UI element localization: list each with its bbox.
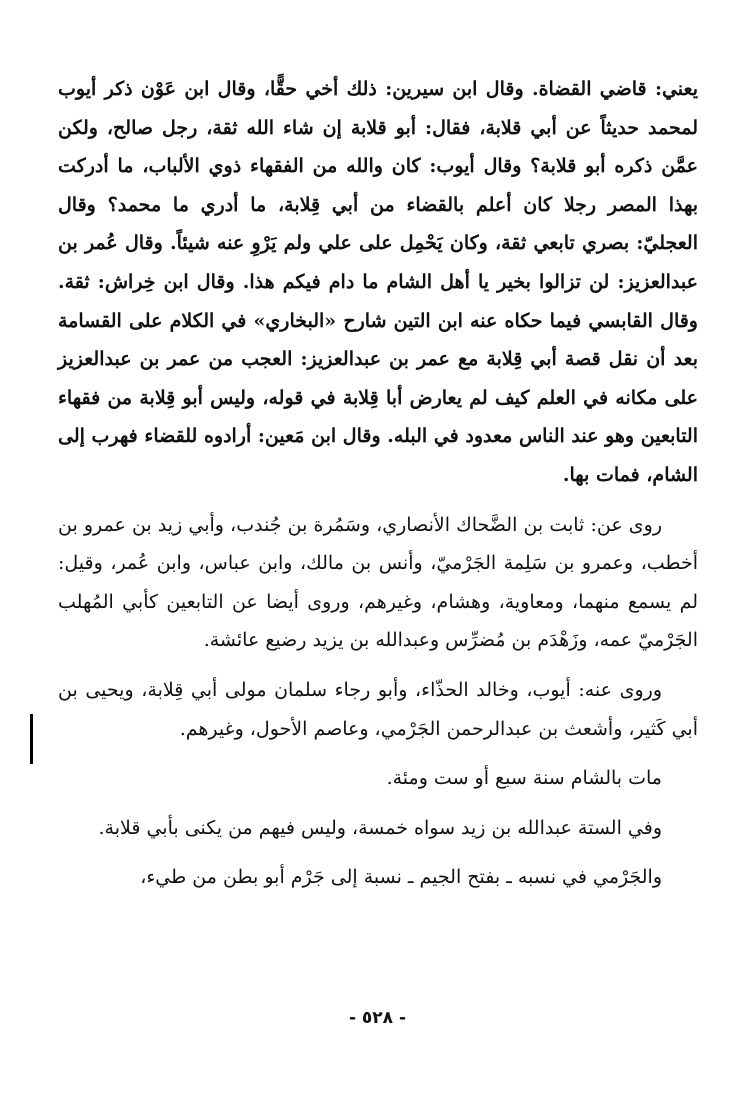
paragraph-narrated-from: روى عن: ثابت بن الضَّحاك الأنصاري، وسَمُرة بن جُندب، وأبي زيد بن عمرو بن أخطب، وعمرو بن سَلِمة الجَرْميّ، وأنس بن مالك، وابن عباس، وابن عُمر، وقيل: لم يسمع منهما، ومعاوية، وهشام، وغيرهم، وروى أيضا عن التابعين كأبي المُهلب الجَرْميّ عمه، وزَهْدَم بن مُضرِّس وعبدالله بن يزيد رضيع عائشة. — [58, 513, 698, 652]
book-page-text — [58, 70, 698, 1030]
paragraph-death: مات بالشام سنة سبع أو ست ومئة. — [386, 767, 662, 790]
margin-bar-mark — [30, 714, 33, 764]
paragraph-six-books: وفي الستة عبدالله بن زيد سواه خمسة، وليس فيهم من يكنى بأبي قلابة. — [98, 816, 662, 839]
paragraph-intro: يعني: قاضي القضاة. وقال ابن سيرين: ذلك أخي حقًّا، وقال ابن عَوْن ذكر أيوب لمحمد حديثاً عن أبي قلابة، فقال: أبو قلابة إن شاء الله ثقة، رجل صالح، ولكن عمَّن ذكره أبو قلابة؟ وقال أيوب: كان والله من الفقهاء ذوي الألباب، ما أدركت بهذا المصر رجلا كان أعلم بالقضاء من أبي قِلابة، ما أدري ما محمد؟ وقال العجليّ: بصري تابعي ثقة، وكان يَحْمِل على علي ولم يَرْوِ عنه شيئاً. وقال عُمر بن عبدالعزيز: لن تزالوا بخير يا أهل الشام ما دام فيكم هذا. وقال ابن خِراش: ثقة. وقال القابسي فيما حكاه عنه ابن التين شارح «البخاري» في الكلام على القسامة بعد أن نقل قصة أبي قِلابة مع عمر بن عبدالعزيز: العجب من عمر بن عبدالعزيز على مكانه في العلم كيف لم يعارض أبا قِلابة في قوله، وليس أبو قِلابة من فقهاء التابعين وهو عند الناس معدود في البله. وقال ابن مَعين: أرادوه للقضاء فهرب إلى الشام، فمات بها. — [58, 78, 698, 486]
page-number: - ٥٢٨ - — [348, 1008, 407, 1028]
paragraph-nisba: والجَرْمي في نسبه ـ بفتح الجيم ـ نسبة إلى جَرْم أبو بطن من طيء، — [140, 866, 662, 889]
paragraph-narrated-by: وروى عنه: أيوب، وخالد الحذّاء، وأبو رجاء سلمان مولى أبي قِلابة، ويحيى بن أبي كَثير، وأشعث بن عبدالرحمن الجَرْمي، وعاصم الأحول، وغيرهم. — [58, 678, 698, 740]
